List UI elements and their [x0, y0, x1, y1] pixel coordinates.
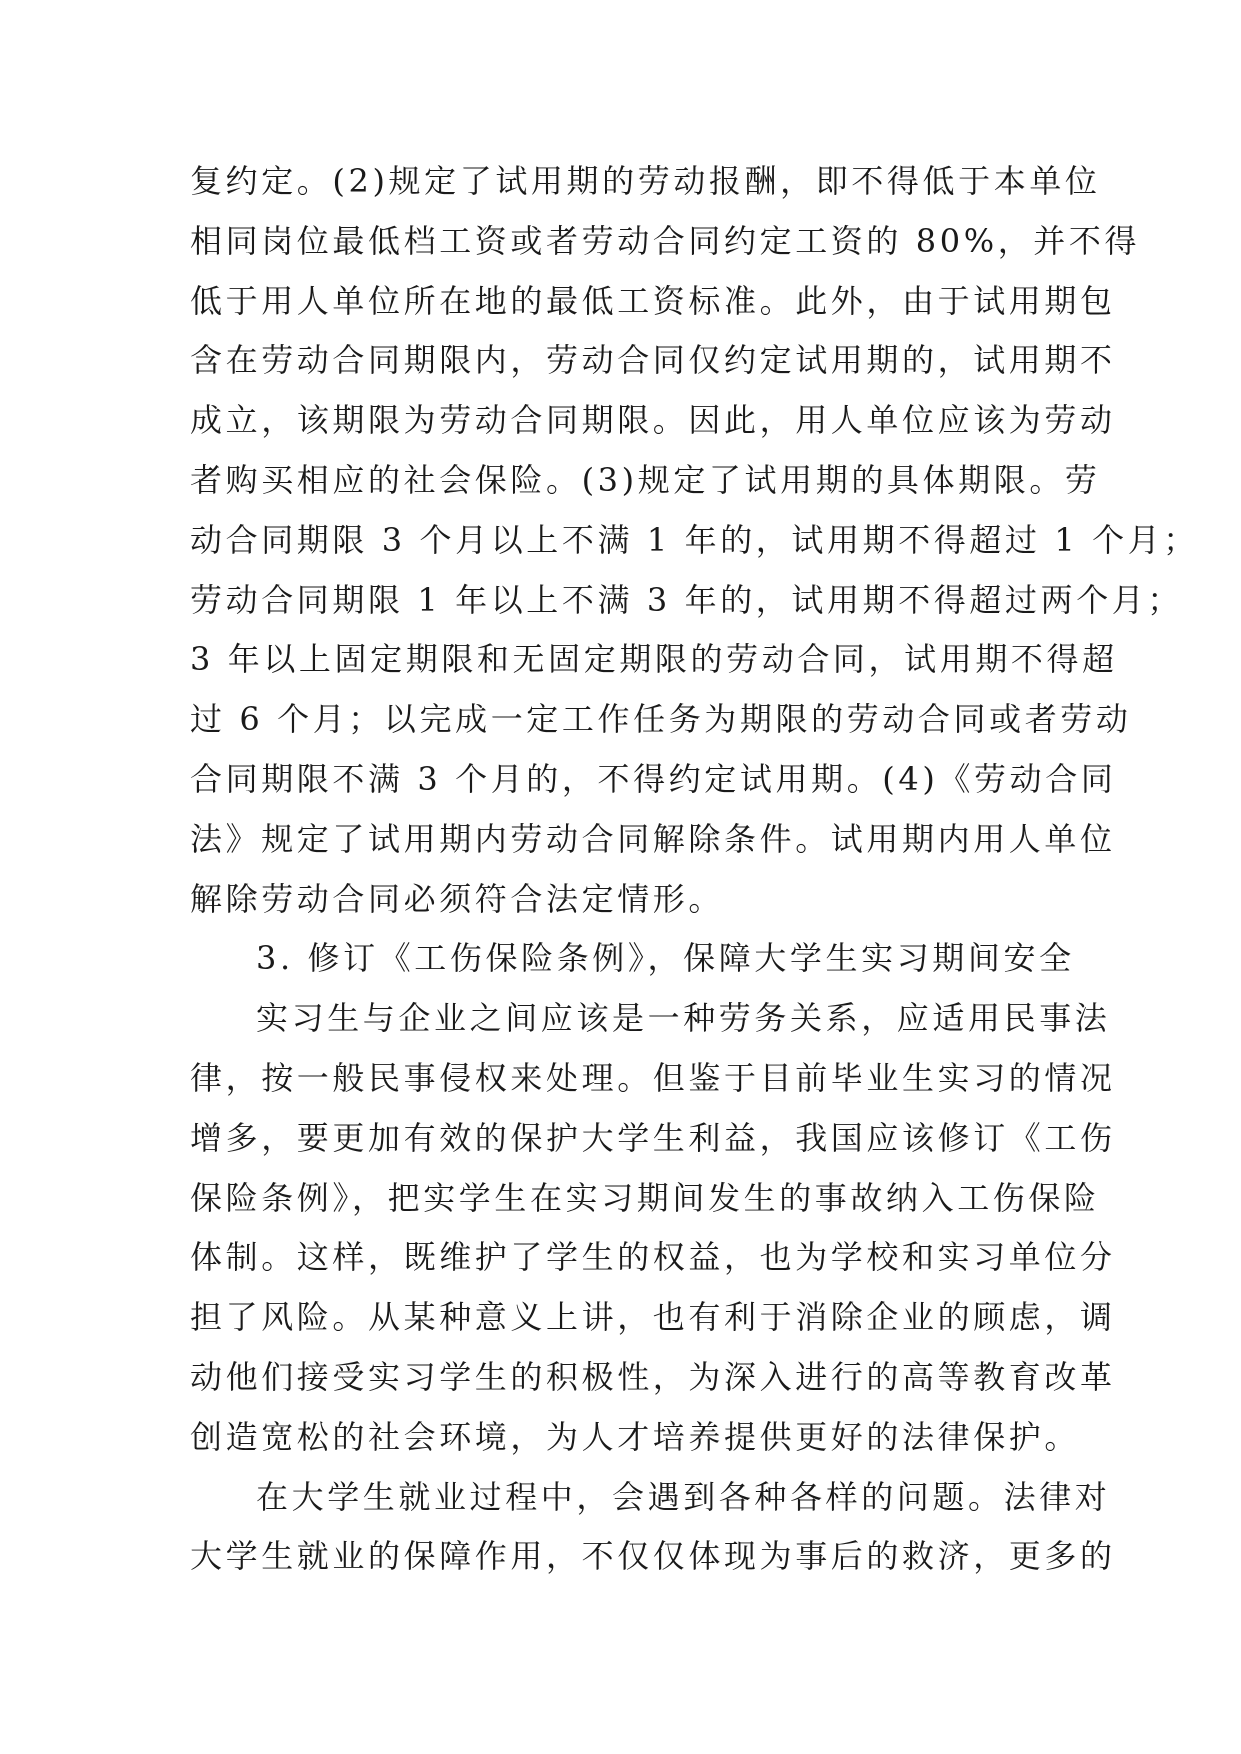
text-line: 法》规定了试用期内劳动合同解除条件。试用期内用人单位	[190, 819, 1116, 858]
text-line: 相同岗位最低档工资或者劳动合同约定工资的 80%，并不得	[190, 221, 1141, 260]
text-line: 成立，该期限为劳动合同期限。因此，用人单位应该为劳动	[190, 401, 1116, 440]
text-line: 大学生就业的保障作用，不仅仅体现为事后的救济，更多的	[190, 1537, 1116, 1576]
text-line: 增多，要更加有效的保护大学生利益，我国应该修订《工伤	[190, 1118, 1116, 1157]
text-line: 低于用人单位所在地的最低工资标准。此外，由于试用期包	[190, 281, 1116, 320]
text-line: 者购买相应的社会保险。(3)规定了试用期的具体期限。劳	[190, 460, 1101, 499]
text-line: 含在劳动合同期限内，劳动合同仅约定试用期的，试用期不	[190, 341, 1116, 380]
body-text	[190, 152, 1199, 1587]
text-line: 体制。这样，既维护了学生的权益，也为学校和实习单位分	[190, 1238, 1116, 1277]
text-line: 保险条例》，把实学生在实习期间发生的事故纳入工伤保险	[190, 1178, 1100, 1217]
text-line: 在大学生就业过程中，会遇到各种各样的问题。法律对	[256, 1477, 1111, 1516]
text-line: 实习生与企业之间应该是一种劳务关系，应适用民事法	[256, 999, 1111, 1038]
section-heading: 3. 修订《工伤保险条例》，保障大学生实习期间安全	[256, 939, 1075, 978]
text-line: 解除劳动合同必须符合法定情形。	[190, 879, 725, 918]
text-line: 过 6 个月；以完成一定工作任务为期限的劳动合同或者劳动	[190, 700, 1132, 739]
text-line: 复约定。(2)规定了试用期的劳动报酬，即不得低于本单位	[190, 162, 1101, 200]
text-line: 动他们接受实习学生的积极性，为深入进行的高等教育改革	[190, 1357, 1116, 1396]
text-line: 创造宽松的社会环境，为人才培养提供更好的法律保护。	[190, 1417, 1081, 1456]
text-line: 动合同期限 3 个月以上不满 1 年的，试用期不得超过 1 个月；	[190, 520, 1199, 559]
text-line: 律，按一般民事侵权来处理。但鉴于目前毕业生实习的情况	[190, 1058, 1116, 1097]
text-line: 担了风险。从某种意义上讲，也有利于消除企业的顾虑，调	[190, 1298, 1116, 1337]
text-line: 合同期限不满 3 个月的，不得约定试用期。(4)《劳动合同	[190, 759, 1117, 798]
text-line: 劳动合同期限 1 年以上不满 3 年的，试用期不得超过两个月；	[190, 580, 1184, 619]
text-line: 3 年以上固定期限和无固定期限的劳动合同，试用期不得超	[190, 640, 1118, 679]
